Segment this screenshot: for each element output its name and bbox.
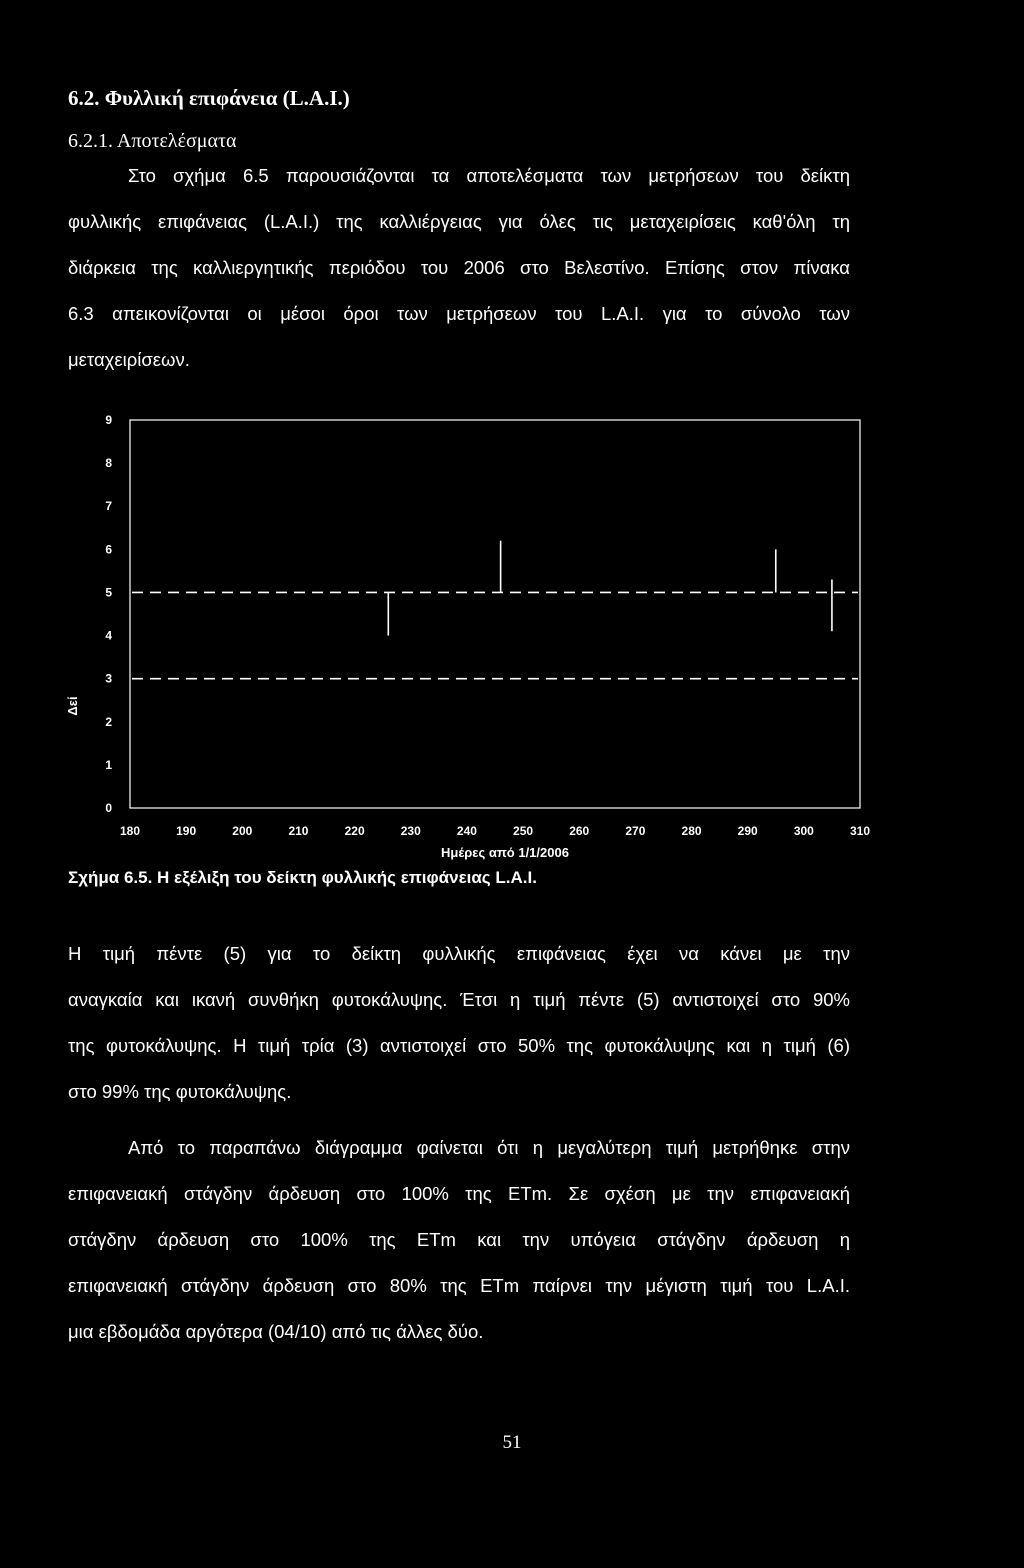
x-tick-label: 290 [737,824,758,838]
x-tick-label: 230 [400,824,421,838]
x-tick-label: 250 [513,824,534,838]
y-tick-label: 5 [105,585,112,600]
x-tick-label: 240 [456,824,477,838]
reference-lines [132,592,858,678]
intro-paragraph [68,153,850,383]
figure-caption: Σχήμα 6.5. Η εξέλιξη του δείκτη φυλλικής επιφάνειας L.A.I. [68,868,537,887]
x-axis-label: Ημέρες από 1/1/2006 [441,845,569,860]
paragraph-line: Η τιμή πέντε (5) για το δείκτη φυλλικής επιφάνειας έχει να κάνει με την [68,943,850,964]
y-tick-label: 1 [105,757,112,772]
error-bars [388,541,832,636]
paragraph-line: της φυτοκάλυψης. Η τιμή τρία (3) αντιστοιχεί στο 50% της φυτοκάλυψης και η τιμή (6) [68,1035,850,1056]
paragraph-line: Από το παραπάνω διάγραμμα φαίνεται ότι η μεγαλύτερη τιμή μετρήθηκε στην [128,1137,850,1158]
paragraph-line: μια εβδομάδα αργότερα (04/10) από τις άλλες δύο. [68,1321,484,1342]
page-number: 51 [502,1432,522,1453]
x-tick-label: 300 [793,824,814,838]
paragraph-line: στάγδην άρδευση στο 100% της ETm και την υπόγεια στάγδην άρδευση η [68,1229,850,1250]
paragraph-line: στο 99% της φυτοκάλυψης. [68,1081,292,1102]
paragraph-line: 6.3 απεικονίζονται οι μέσοι όροι των μετρήσεων του L.A.I. για το σύνολο των [68,303,850,324]
paragraph-line: διάρκεια της καλλιεργητικής περιόδου του 2006 στο Βελεστίνο. Επίσης στον πίνακα [68,257,850,278]
y-tick-label: 8 [105,456,112,471]
x-tick-label: 270 [625,824,646,838]
y-tick-labels [105,413,112,815]
section-title: 6.2. Φυλλική επιφάνεια (L.A.I.) [68,86,350,110]
x-tick-label: 210 [288,824,309,838]
x-tick-label: 190 [176,824,197,838]
y-tick-label: 3 [105,671,112,686]
x-tick-label: 280 [681,824,702,838]
y-tick-label: 4 [105,628,112,643]
plot-area-frame [130,420,860,808]
paragraph-line: Στο σχήμα 6.5 παρουσιάζονται τα αποτελέσματα των μετρήσεων του δείκτη [128,165,850,186]
y-tick-label: 9 [105,413,112,427]
y-axis-label: Δεί [65,696,80,716]
x-tick-label: 180 [119,824,141,838]
x-tick-labels [120,824,870,838]
x-tick-label: 200 [232,824,253,838]
paragraph-line: επιφανειακή στάγδην άρδευση στο 100% της ETm. Σε σχέση με την επιφανειακή [68,1183,850,1204]
paragraph-results [68,1125,850,1355]
y-tick-label: 0 [105,801,112,815]
x-tick-label: 220 [344,824,365,838]
paragraph-line: αναγκαία και ικανή συνθήκη φυτοκάλυψης. Έτσι η τιμή πέντε (5) αντιστοιχεί στο 90% [68,989,850,1010]
paragraph-line: επιφανειακή στάγδην άρδευση στο 80% της ETm παίρνει την μέγιστη τιμή του L.A.I. [68,1275,850,1296]
chart-axes [130,420,860,808]
subsection-title: 6.2.1. Αποτελέσματα [68,130,237,152]
y-tick-label: 6 [105,542,112,557]
y-tick-label: 2 [105,714,112,729]
paragraph-definition [68,931,850,1115]
paragraph-line: φυλλικής επιφάνειας (L.A.I.) της καλλιέργειας για όλες τις μεταχειρίσεις καθ'όλη τη [68,211,850,232]
paragraph-line: μεταχειρίσεων. [68,349,190,370]
lai-chart [60,400,890,860]
y-tick-label: 7 [105,499,112,514]
x-tick-label: 260 [569,824,590,838]
x-tick-label: 310 [849,824,871,838]
